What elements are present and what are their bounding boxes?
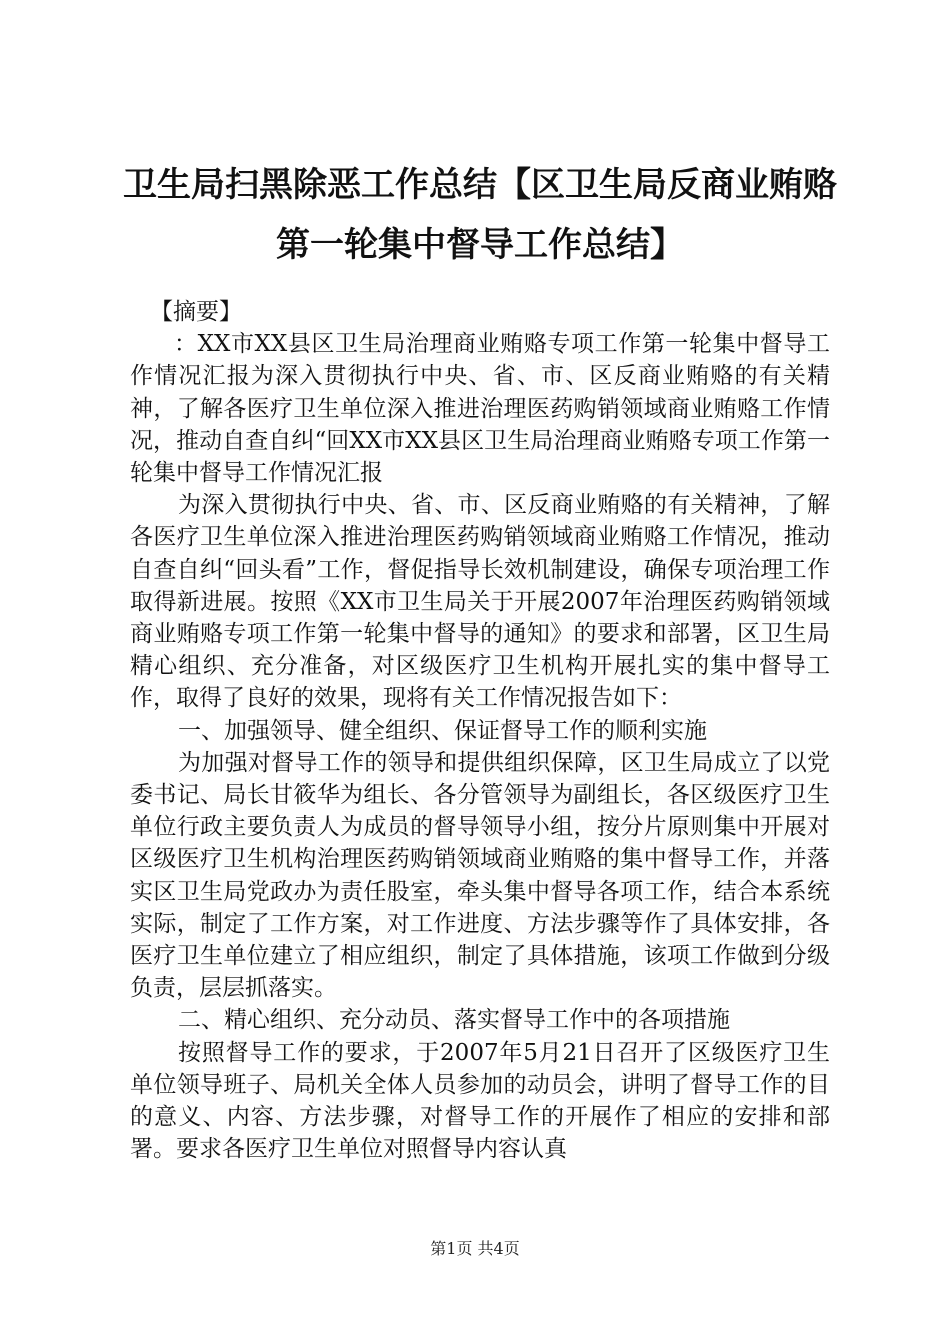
section-heading-2: 二、精心组织、充分动员、落实督导工作中的各项措施: [178, 1007, 730, 1034]
document-body: [130, 296, 830, 1165]
abstract-text: ：XX市XX县区卫生局治理商业贿赂专项工作第一轮集中督导工作情况汇报为深入贯彻执行中央、省、市、区反商业贿赂的有关精神，了解各医疗卫生单位深入推进治理医药购销领域商业贿赂工作情况，推动自查自纠“回XX市XX县区卫生局治理商业贿赂专项工作第一轮集中督导工作情况汇报: [130, 331, 830, 487]
document-title: 卫生局扫黑除恶工作总结【区卫生局反商业贿赂第一轮集中督导工作总结】: [123, 165, 837, 265]
paragraph-section-1: 为加强对督导工作的领导和提供组织保障，区卫生局成立了以党委书记、局长甘筱华为组长、各分管领导为副组长，各区级医疗卫生单位行政主要负责人为成员的督导领导小组，按分片原则集中开展对区级医疗卫生机构治理医药购销领域商业贿赂的集中督导工作，并落实区卫生局党政办为责任股室，牵头集中督导各项工作，结合本系统实际，制定了工作方案，对工作进度、方法步骤等作了具体安排，各医疗卫生单位建立了相应组织，制定了具体措施，该项工作做到分级负责，层层抓落实。: [130, 749, 830, 1002]
paragraph-intro: 为深入贯彻执行中央、省、市、区反商业贿赂的有关精神，了解各医疗卫生单位深入推进治理医药购销领域商业贿赂工作情况，推动自查自纠“回头看”工作，督促指导长效机制建设，确保专项治理工作取得新进展。按照《XX市卫生局关于开展2007年治理医药购销领域商业贿赂专项工作第一轮集中督导的通知》的要求和部署，区卫生局精心组织、充分准备，对区级医疗卫生机构开展扎实的集中督导工作，取得了良好的效果，现将有关工作情况报告如下：: [130, 492, 830, 712]
abstract-label: 【摘要】: [150, 299, 242, 325]
paragraph-section-2: 按照督导工作的要求，于2007年5月21日召开了区级医疗卫生单位领导班子、局机关全体人员参加的动员会，讲明了督导工作的目的意义、内容、方法步骤，对督导工作的开展作了相应的安排和部署。要求各医疗卫生单位对照督导内容认真: [130, 1039, 830, 1163]
page-number-footer: 第1页 共4页: [430, 1239, 520, 1258]
section-heading-1: 一、加强领导、健全组织、保证督导工作的顺利实施: [178, 717, 707, 744]
